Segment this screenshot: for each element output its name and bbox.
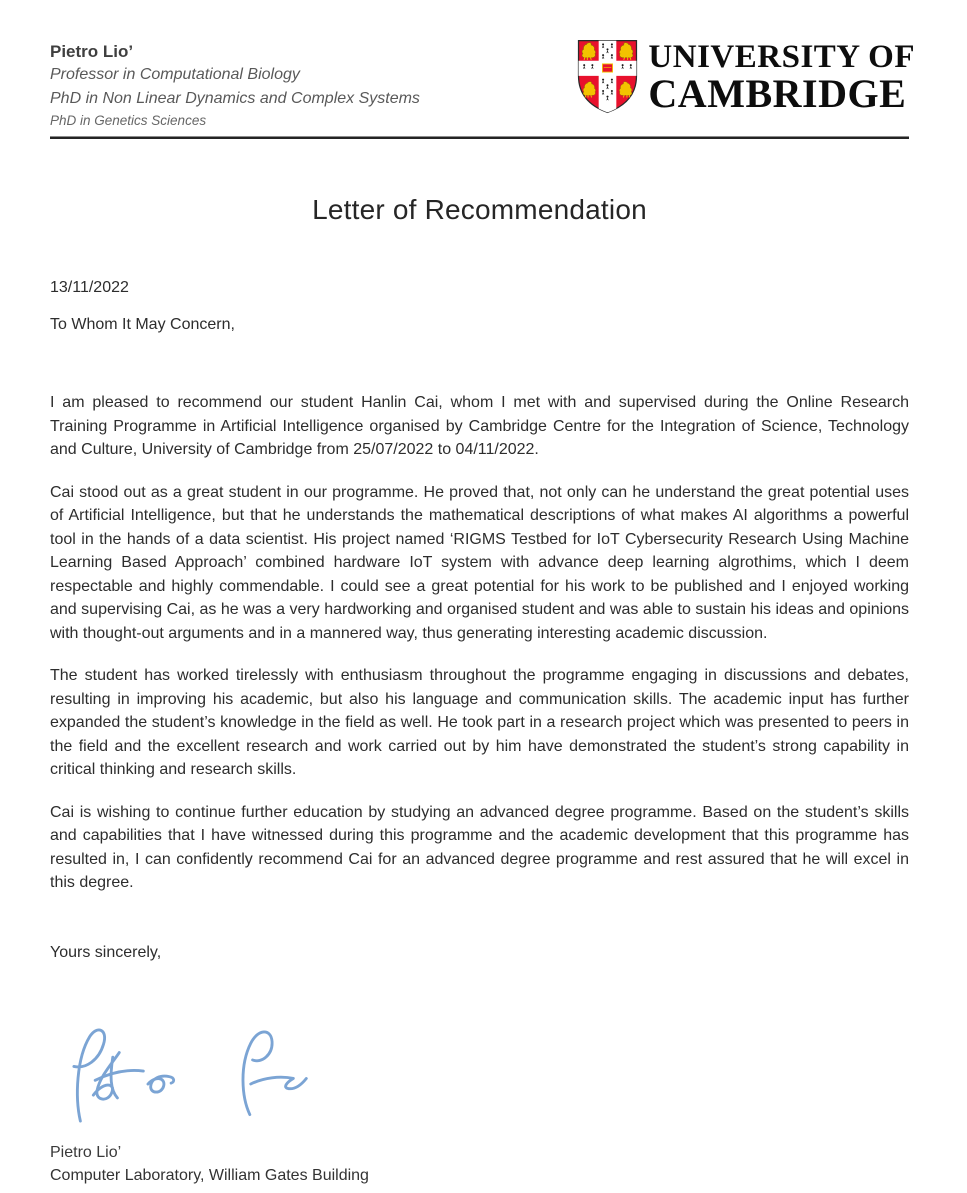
paragraph-3: The student has worked tirelessly with enthusiasm throughout the programme engaging in discussions and debates, resulting in improving his academic, but also his language and communication skills. The academic input has further expanded the student’s knowledge in the field as well. He took part in a research project which was presented to peers in the field and the excellent research and work carried out by him have demonstrated the student’s strong capability in critical thinking and research skills. xyxy=(50,667,909,778)
author-name: Pietro Lio’ xyxy=(50,42,134,61)
author-title-3: PhD in Genetics Sciences xyxy=(50,113,207,128)
wordmark-line-1: UNIVERSITY OF xyxy=(648,38,915,75)
cambridge-wordmark xyxy=(648,40,915,114)
handwritten-signature xyxy=(60,1024,369,1137)
cambridge-shield-icon xyxy=(576,38,639,115)
letter-date: 13/11/2022 xyxy=(50,279,129,296)
letterhead xyxy=(50,36,915,131)
header-divider xyxy=(50,136,909,139)
author-title-1: Professor in Computational Biology xyxy=(50,66,300,83)
salutation: To Whom It May Concern, xyxy=(50,316,235,333)
paragraph-4: Cai is wishing to continue further education by studying an advanced degree programme. Based on the student’s skills and capabilities that I have witnessed during this programme and the academic development that this programme has resulted in, I can confidently recommend Cai for an advanced degree programme and rest assured that he will excel in this degree. xyxy=(50,803,909,891)
closing-line: Yours sincerely, xyxy=(50,943,162,961)
letterhead-author-block xyxy=(50,36,420,131)
page-title: Letter of Recommendation xyxy=(312,194,647,225)
cambridge-logo xyxy=(576,38,915,115)
signature-image xyxy=(60,1024,310,1132)
paragraph-1: I am pleased to recommend our student Hanlin Cai, whom I met with and supervised during the Online Research Training Programme in Artificial Intelligence organised by Cambridge Centre for the Integration of Science, Technology and Culture, University of Cambridge from 25/07/2022 to 04/11/2022. xyxy=(50,394,909,458)
signer-name: Pietro Lio’ xyxy=(50,1144,122,1161)
wordmark-line-2: CAMBRIDGE xyxy=(648,70,907,116)
signer-affiliation: Computer Laboratory, William Gates Building xyxy=(50,1167,369,1184)
paragraph-2: Cai stood out as a great student in our programme. He proved that, not only can he understand the great potential uses of Artificial Intelligence, but that he understands the mathematical descriptions of what makes AI algorithms a powerful tool in the hands of a data scientist. His project named ‘RIGMS Testbed for IoT Cybersecurity Research Using Machine Learning Based Approach’ combined hardware IoT system with advance deep learning algrothims, which I deem respectable and highly commendable. I could see a great potential for his work to be published and I enjoyed working and supervising Cai, as he was a very hardworking and organised student and was able to sustain his ideas and opinions with thought-out arguments and in a mannered way, thus generating interesting academic discussion. xyxy=(50,483,909,642)
author-title-2: PhD in Non Linear Dynamics and Complex Systems xyxy=(50,90,420,107)
signature-block xyxy=(50,1024,369,1187)
